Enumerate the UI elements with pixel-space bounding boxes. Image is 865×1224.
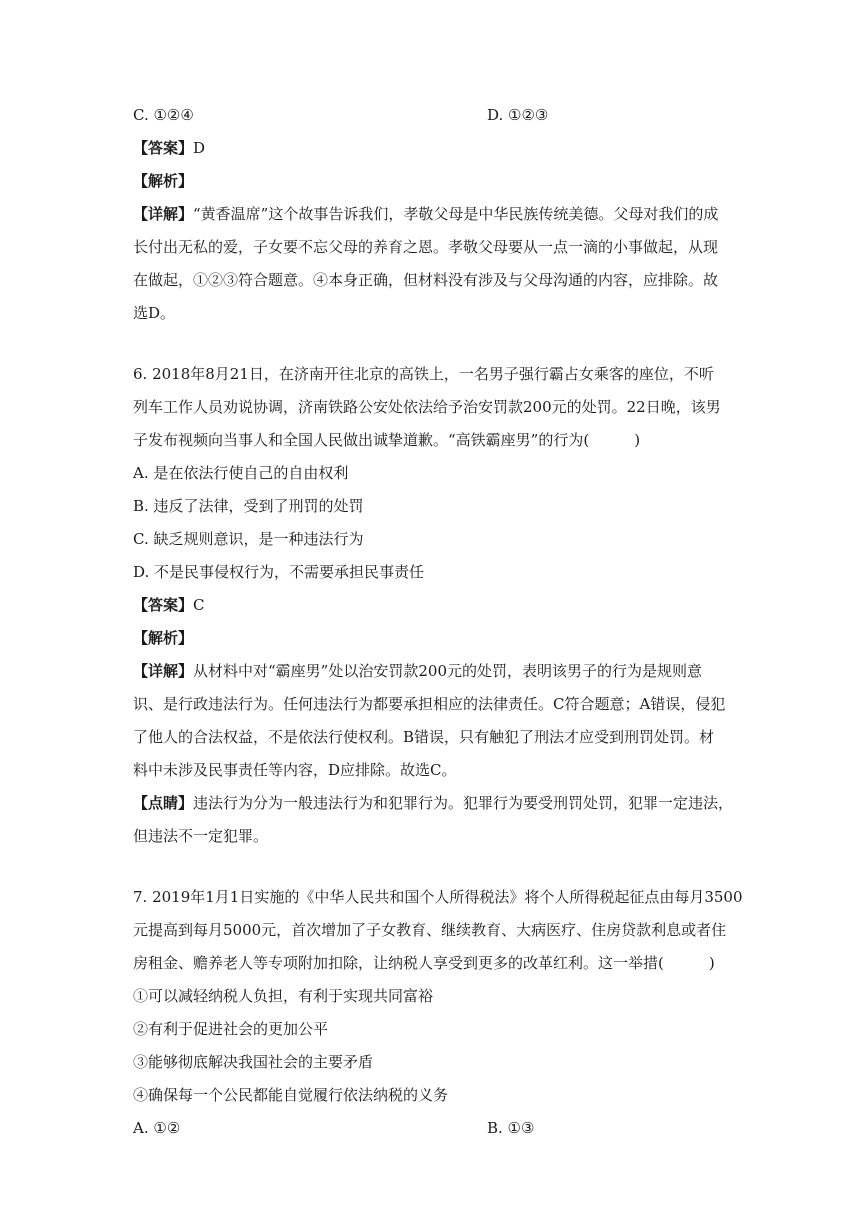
q6-option-c: C. 缺乏规则意识，是一种违法行为 (133, 530, 364, 548)
detail-tag: 【详解】 (133, 205, 194, 223)
q7-stem-line-3: 房租金、赡养老人等专项附加扣除，让纳税人享受到更多的改革红利。这一举措( ) (133, 954, 715, 972)
q6-detail-line-3: 了他人的合法权益，不是依法行使权利。B错误，只有触犯了刑法才应受到刑罚处罚。材 (133, 728, 715, 746)
q5-detail-line-1 (133, 203, 718, 225)
q6-answer (133, 594, 205, 616)
q6-detail-line-2: 识、是行政违法行为。任何违法行为都要承担相应的法律责任。C符合题意；A错误，侵犯 (133, 695, 726, 713)
detail-text: 从材料中对“霸座男”处以治安罚款200元的处罚，表明该男子的行为是规则意 (193, 662, 702, 680)
answer-tag: 【答案】 (133, 139, 194, 157)
q6-analysis-tag (133, 627, 193, 649)
q6-option-d: D. 不是民事侵权行为，不需要承担民事责任 (133, 563, 425, 581)
q5-analysis-tag (133, 170, 193, 192)
detail-text: “黄香温席”这个故事告诉我们，孝敬父母是中华民族传统美德。父母对我们的成 (193, 205, 719, 223)
q7-item-4: ④确保每一个公民都能自觉履行依法纳税的义务 (133, 1086, 449, 1104)
q5-detail-line-3: 在做起，①②③符合题意。④本身正确，但材料没有涉及与父母沟通的内容，应排除。故 (133, 271, 719, 289)
q5-option-d: D. ①②③ (487, 106, 549, 124)
q5-detail-line-4: 选D。 (133, 304, 176, 322)
q7-stem-line-1: 7. 2019年1月1日实施的《中华人民共和国个人所得税法》将个人所得税起征点由每月3500 (133, 888, 743, 906)
q5-detail-line-2: 长付出无私的爱，子女要不忘父母的养育之恩。孝敬父母要从一点一滴的小事做起，从现 (133, 238, 719, 256)
q6-option-b: B. 违反了法律，受到了刑罚的处罚 (133, 497, 364, 515)
q6-option-a: A. 是在依法行使自己的自由权利 (133, 464, 349, 482)
q6-detail-line-4: 料中未涉及民事责任等内容，D应排除。故选C。 (133, 761, 457, 779)
q5-answer (133, 137, 205, 159)
analysis-tag: 【解析】 (133, 629, 194, 647)
q7-option-b: B. ①③ (487, 1119, 535, 1137)
answer-tag: 【答案】 (133, 596, 194, 614)
analysis-tag: 【解析】 (133, 172, 194, 190)
comment-tag: 【点睛】 (133, 794, 194, 812)
q7-item-1: ①可以减轻纳税人负担，有利于实现共同富裕 (133, 987, 434, 1005)
q6-stem-line-2: 列车工作人员劝说协调，济南铁路公安处依法给予治安罚款200元的处罚。22日晚，该男 (133, 398, 721, 416)
q7-item-3: ③能够彻底解决我国社会的主要矛盾 (133, 1053, 374, 1071)
q6-stem-line-1: 6. 2018年8月21日，在济南开往北京的高铁上，一名男子强行霸占女乘客的座位，不听 (133, 365, 714, 383)
q6-detail-line-1 (133, 660, 702, 682)
q7-item-2: ②有利于促进社会的更加公平 (133, 1020, 329, 1038)
q7-option-a: A. ①② (133, 1119, 181, 1137)
q6-comment-line-2: 但违法不一定犯罪。 (133, 827, 269, 845)
q5-option-c: C. ①②④ (133, 106, 194, 124)
q6-stem-line-3: 子发布视频向当事人和全国人民做出诚挚道歉。“高铁霸座男”的行为( ) (133, 431, 641, 449)
answer-value: C (193, 596, 205, 614)
comment-text: 违法行为分为一般违法行为和犯罪行为。犯罪行为要受刑罚处罚，犯罪一定违法， (193, 794, 734, 812)
q6-comment-line-1 (133, 792, 733, 814)
detail-tag: 【详解】 (133, 662, 194, 680)
q7-stem-line-2: 元提高到每月5000元，首次增加了子女教育、继续教育、大病医疗、住房贷款利息或者住 (133, 921, 727, 939)
answer-value: D (193, 139, 206, 157)
